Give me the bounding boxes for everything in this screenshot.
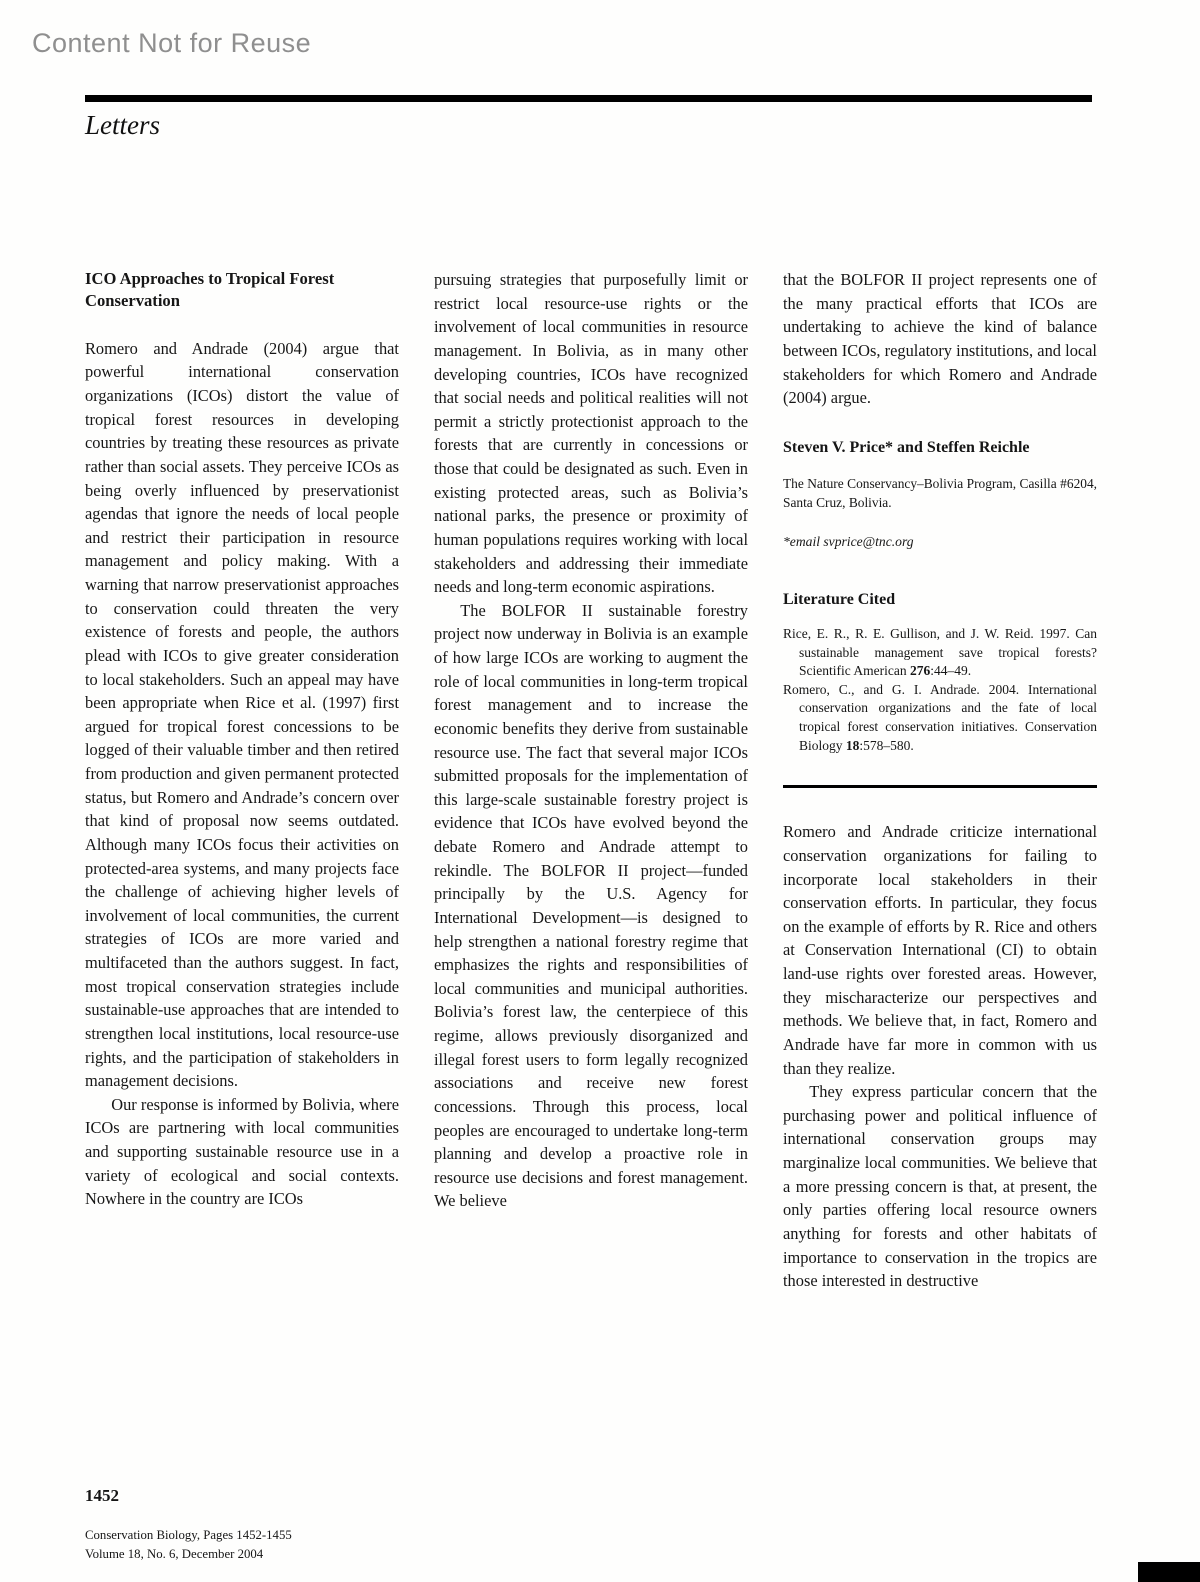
body-paragraph: that the BOLFOR II project represents one of the many practical efforts that ICOs are undertaking to achieve the kind of balance between ICOs, regulatory institutions, and local stakeholders for which Romero and Andrade (2004) argue. <box>783 270 1097 408</box>
article-columns <box>85 268 1097 1293</box>
reference-pages: :578–580. <box>859 737 914 753</box>
body-paragraph: Our response is informed by Bolivia, where ICOs are partnering with local communities and supporting sustainable resource use in a variety of ecological and social contexts. Nowhere in the country are ICOs <box>85 1094 399 1209</box>
body-paragraph: Romero and Andrade criticize international conservation organizations for failing to incorporate local stakeholders in their conservation efforts. In particular, they focus on the example of efforts by R. Rice and others at Conservation International (CI) to obtain land-use rights over forested areas. However, they mischaracterize our perspectives and methods. We believe that, in fact, Romero and Andrade have far more in common with us than they realize. <box>783 822 1097 1078</box>
body-paragraph: pursuing strategies that purposefully limit or restrict local resource-use rights or the involvement of local communities in resource management. In Bolivia, as in many other developing countries, ICOs have recognized that social needs and political realities will not permit a strictly protectionist approach to the forests that are currently in concessions or those that could be designated as such. Even in existing protected areas, such as Bolivia’s national parks, the presence or proximity of human populations requires working with local stakeholders and addressing their immediate needs and long-term economic aspirations. <box>434 270 748 597</box>
author-affiliation: The Nature Conservancy–Bolivia Program, Casilla #6204, Santa Cruz, Bolivia. <box>783 475 1097 510</box>
page-number: 1452 <box>85 1486 119 1505</box>
corner-mark <box>1138 1562 1200 1582</box>
journal-footer-line1: Conservation Biology, Pages 1452-1455 <box>85 1528 292 1542</box>
journal-footer <box>85 1526 292 1564</box>
letter-title: ICO Approaches to Tropical Forest Conservation <box>85 269 335 311</box>
author-email: *email svprice@tnc.org <box>783 534 914 550</box>
reference-entry <box>783 625 1097 681</box>
section-top-rule <box>85 95 1092 102</box>
body-paragraph: Romero and Andrade (2004) argue that powerful international conservation organizations (ICOs) distort the value of tropical forest resources in developing countries by treating these resources as private rather than social assets. They perceive ICOs as being overly influenced by preservationist agendas that ignore the needs of local people and restrict their participation in resource management and policy making. With a warning that narrow preservationist approaches to conservation could threaten the very existence of forests and people, the authors plead with ICOs to give greater consideration to local stakeholders. Such an appeal may have been appropriate when Rice et al. (1997) first argued for tropical forest concessions to be logged of their valuable timber and then retired from production and given permanent protected status, but Romero and Andrade’s concern over that kind of proposal now seems outdated. Although many ICOs focus their activities on protected-area systems, and many projects face the challenge of achieving higher levels of involvement of local communities, the current strategies of ICOs are more varied and multifaceted than the authors suggest. In fact, most tropical conservation strategies include sustainable-use approaches that are intended to strengthen local institutions, local resource-use rights, and the participation of stakeholders in management decisions. <box>85 338 399 1091</box>
column-1 <box>85 268 399 1293</box>
reference-volume: 276 <box>909 663 931 679</box>
body-paragraph: The BOLFOR II sustainable forestry project now underway in Bolivia is an example of how large ICOs are working to augment the role of local communities in long-term tropical forest management and to increase the economic benefits they derive from sustainable resource use. The fact that several major ICOs submitted proposals for the implementation of this large-scale sustainable forestry project is evidence that ICOs have evolved beyond the debate Romero and Andrade attempt to rekindle. The BOLFOR II project—funded principally by the U.S. Agency for International Development—is designed to help strengthen a national forestry regime that emphasizes the rights and responsibilities of local communities and municipal authorities. Bolivia’s forest law, the centerpiece of this regime, allows previously disorganized and illegal forest users to form legally recognized associations and receive new forest concessions. Through this process, local peoples are encouraged to undertake long-term planning and develop a proactive role in resource use decisions and forest management. We believe <box>434 600 748 1211</box>
journal-footer-line2: Volume 18, No. 6, December 2004 <box>85 1547 264 1562</box>
column-3 <box>783 268 1097 1293</box>
letter-divider-rule <box>783 785 1097 788</box>
reference-entry <box>783 681 1097 756</box>
column-2 <box>434 268 748 1293</box>
reference-text: Romero, C., and G. I. Andrade. 2004. International conservation organizations and the fate of local tropical forest conservation initiatives. Conservation Biology <box>783 681 1097 753</box>
literature-cited-heading: Literature Cited <box>783 590 896 608</box>
reference-text: Rice, E. R., R. E. Gullison, and J. W. Reid. 1997. Can sustainable management save tropical forests? Scientific American <box>783 625 1097 679</box>
reference-volume: 18 <box>845 737 860 753</box>
watermark-text: Content Not for Reuse <box>32 28 312 58</box>
author-names: Steven V. Price* and Steffen Reichle <box>783 438 1030 456</box>
reference-pages: :44–49. <box>930 663 972 679</box>
section-title: Letters <box>85 110 161 140</box>
body-paragraph: They express particular concern that the purchasing power and political influence of international conservation groups may marginalize local communities. We believe that a more pressing concern is that, at present, the only parties offering local resource owners anything for forests and other habitats of importance to conservation in the tropics are those interested in destructive <box>783 1082 1097 1291</box>
